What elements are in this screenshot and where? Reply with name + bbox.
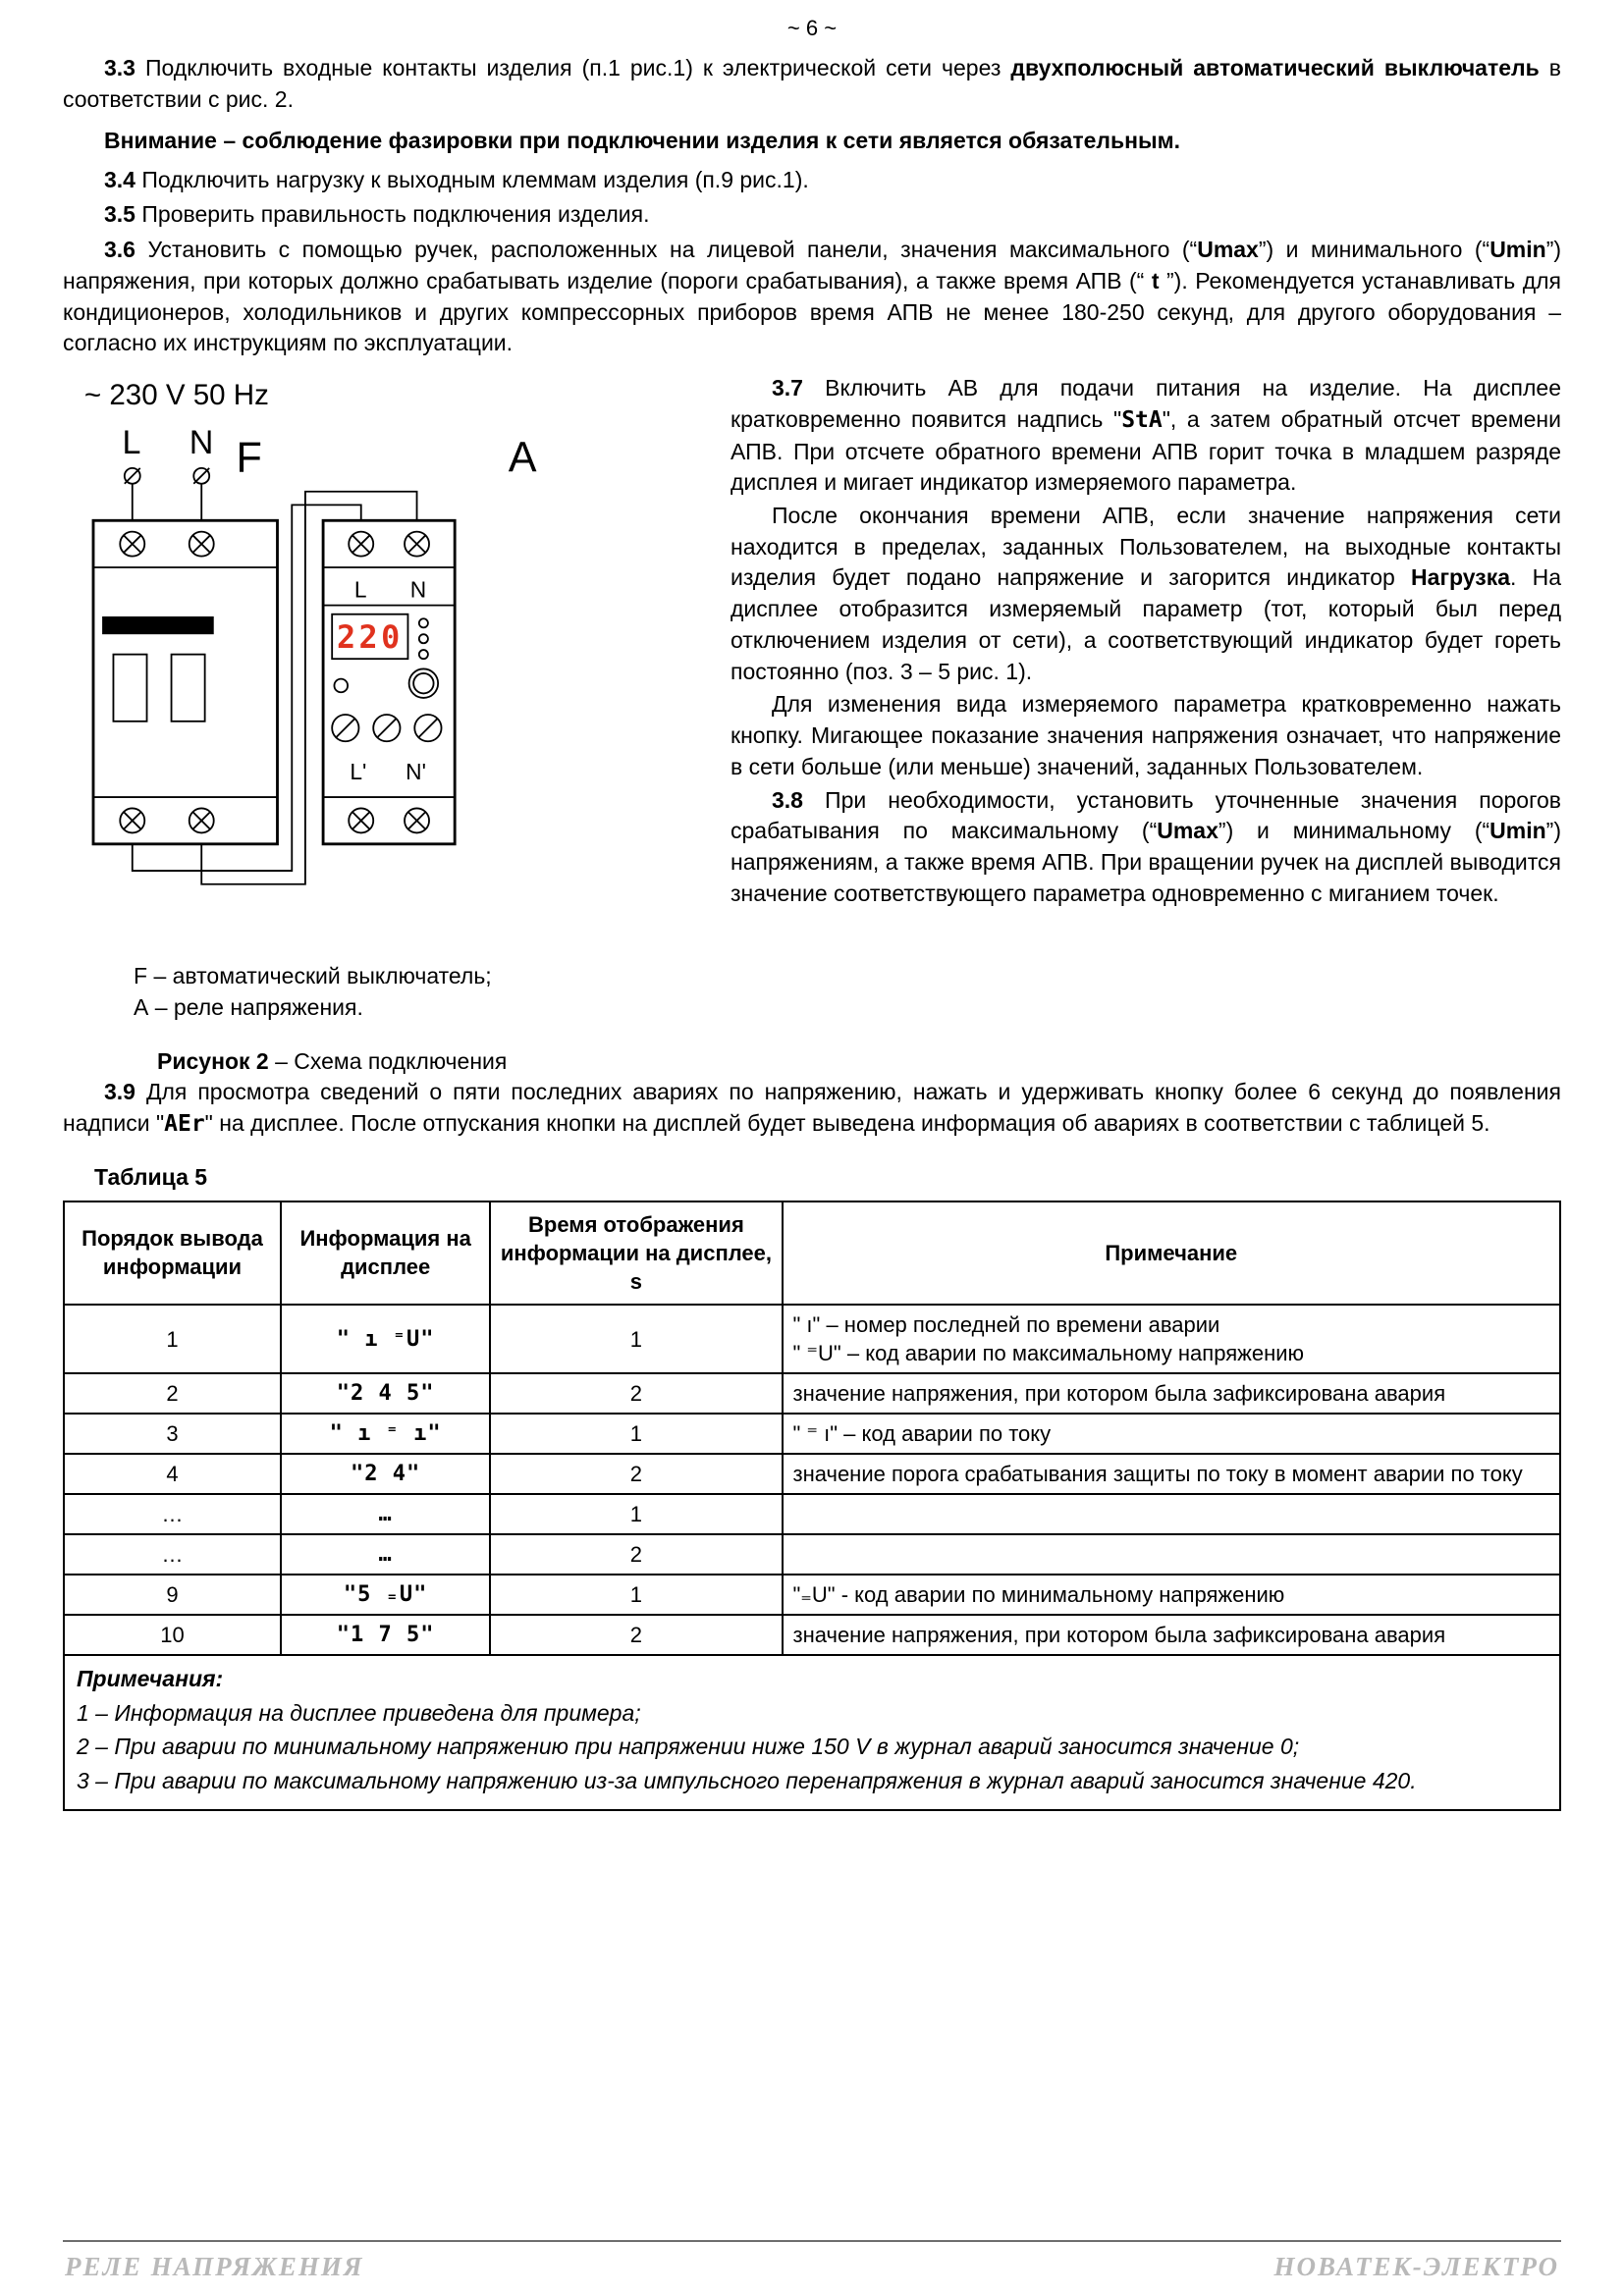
relay-a-label: A bbox=[508, 434, 537, 482]
umax-label: Umax bbox=[1197, 237, 1259, 263]
time-cell: 2 bbox=[490, 1615, 782, 1655]
screw-terminal-icon bbox=[189, 809, 214, 833]
relay-drawing bbox=[323, 520, 455, 844]
paragraph-3-7-cont bbox=[731, 501, 1561, 687]
text-run: " на дисплее. После отпускания кнопки на дисплей будет выведена информация об авариях в соответствии с таблицей 5. bbox=[204, 1110, 1490, 1137]
indicator-led-icon bbox=[419, 634, 428, 643]
section-number: 3.6 bbox=[104, 237, 148, 263]
order-cell: 9 bbox=[64, 1575, 281, 1615]
screw-terminal-icon bbox=[120, 532, 144, 557]
order-cell: 10 bbox=[64, 1615, 281, 1655]
text-run: Проверить правильность подключения изделия. bbox=[141, 201, 650, 228]
display-cell: … bbox=[281, 1534, 490, 1575]
table-row bbox=[64, 1575, 1560, 1615]
time-cell: 2 bbox=[490, 1373, 782, 1414]
text-run: ”) напряжения, при которых должно срабатывать изделие (пороги срабатывания), а также время АПВ (“ bbox=[63, 237, 1562, 294]
indicator-led-icon bbox=[419, 650, 428, 659]
table-row bbox=[64, 1615, 1560, 1655]
neutral-n-label: N bbox=[189, 424, 214, 462]
breaker-f-label: F bbox=[236, 434, 262, 482]
section-number: 3.7 bbox=[772, 375, 826, 401]
alarm-log-table bbox=[63, 1201, 1561, 1656]
text-run: Включить АВ для подачи питания на изделие. На дисплее кратковременно появится надпись " bbox=[731, 375, 1561, 432]
section-number: 3.5 bbox=[104, 201, 142, 228]
table-caption: Таблица 5 bbox=[94, 1163, 208, 1190]
text-run: . На дисплее отобразится измеряемый параметр (тот, который был перед отключением изделия от сети), а соответствующий индикатор будет гореть постоянно (поз. 3 – 5 рис. 1). bbox=[731, 564, 1561, 684]
paragraph-3-5 bbox=[63, 199, 1561, 231]
table-notes bbox=[63, 1654, 1561, 1811]
note-cell bbox=[783, 1494, 1561, 1534]
figure-and-text-section bbox=[63, 371, 1561, 1075]
notes-title: Примечания: bbox=[77, 1666, 224, 1692]
screw-terminal-icon bbox=[349, 532, 373, 557]
note-item: 2 – При аварии по минимальному напряжению при напряжении ниже 150 V в журнал аварий заносится значение 0; bbox=[77, 1734, 1300, 1760]
display-cell: " ı ⁼U" bbox=[281, 1305, 490, 1373]
note-line: значение напряжения, при котором была зафиксирована авария bbox=[792, 1623, 1446, 1648]
breaker-window bbox=[172, 655, 205, 721]
text-run: Подключить нагрузку к выходным клеммам изделия (п.9 рис.1). bbox=[141, 166, 809, 192]
note-cell bbox=[783, 1373, 1561, 1414]
time-cell: 1 bbox=[490, 1414, 782, 1454]
screw-terminal-icon bbox=[189, 532, 214, 557]
relay-input-l-label: L bbox=[353, 576, 367, 603]
footer-company-name: НОВАТЕК-ЭЛЕКТРО bbox=[1273, 2252, 1559, 2281]
order-cell: 4 bbox=[64, 1454, 281, 1494]
page-footer bbox=[63, 2240, 1561, 2282]
note-item: 1 – Информация на дисплее приведена для примера; bbox=[77, 1699, 641, 1726]
phase-l-label: L bbox=[122, 424, 141, 462]
apv-time-label: t bbox=[1151, 267, 1160, 294]
figure-column bbox=[63, 371, 711, 1075]
table-row bbox=[64, 1454, 1560, 1494]
col-header-order: Порядок вывода информации bbox=[64, 1201, 281, 1305]
note-cell bbox=[783, 1454, 1561, 1494]
adjust-knob-icon bbox=[414, 715, 441, 741]
table-row bbox=[64, 1305, 1560, 1373]
text-run: После окончания времени АПВ, если значение напряжения сети находится в пределах, заданных Пользователем, на выходные контакты изделия будет подано напряжение и загорится индикатор bbox=[731, 503, 1561, 591]
umin-label: Umin bbox=[1489, 237, 1546, 263]
col-header-display: Информация на дисплее bbox=[281, 1201, 490, 1305]
adjust-knob-icon bbox=[332, 715, 358, 741]
note-cell bbox=[783, 1305, 1561, 1373]
supply-labels bbox=[84, 379, 537, 484]
breaker-drawing bbox=[93, 520, 278, 844]
breaker-window bbox=[113, 655, 146, 721]
paragraph-3-7-cont2: Для изменения вида измеряемого параметра кратковременно нажать кнопку. Мигающее показание значения напряжения означает, что напряжение в сети больше (или меньше) значений, заданных Пользователем. bbox=[731, 691, 1561, 779]
relay-input-n-label: N bbox=[409, 576, 427, 603]
text-run: Для просмотра сведений о пяти последних авариях по напряжению, нажать и удерживать кнопку более 6 секунд до появления надписи " bbox=[63, 1079, 1561, 1137]
section-number: 3.9 bbox=[104, 1079, 146, 1105]
indicator-led-icon bbox=[419, 618, 428, 627]
paragraph-3-7 bbox=[731, 373, 1561, 499]
text-run: Установить с помощью ручек, расположенных на лицевой панели, значения максимального (“ bbox=[147, 237, 1198, 263]
terminal-symbol-icon bbox=[193, 468, 209, 484]
screw-terminal-icon bbox=[405, 532, 429, 557]
paragraph-3-9 bbox=[63, 1077, 1561, 1140]
display-cell: "2 4" bbox=[281, 1454, 490, 1494]
order-cell: … bbox=[64, 1494, 281, 1534]
note-line: " ⁼U" – код аварии по максимальному напряжению bbox=[792, 1341, 1305, 1366]
order-cell: … bbox=[64, 1534, 281, 1575]
display-cell: " ı ⁼ ı" bbox=[281, 1414, 490, 1454]
order-cell: 1 bbox=[64, 1305, 281, 1373]
table-row bbox=[64, 1534, 1560, 1575]
figure-caption-number: Рисунок 2 bbox=[157, 1048, 269, 1075]
supply-voltage-label: ~ 230 V 50 Hz bbox=[83, 379, 269, 412]
text-run: ”). Рекомендуется устанавливать для кондиционеров, холодильников и других компрессорных приборов время АПВ не менее 180-250 секунд, для другого оборудования – согласно их инструкциям по эксплуатации. bbox=[63, 267, 1561, 356]
paragraph-3-3 bbox=[63, 53, 1561, 115]
terminal-symbol-icon bbox=[125, 468, 140, 484]
table-row bbox=[64, 1373, 1560, 1414]
text-run: При необходимости, установить уточненные значения порогов срабатывания по максимальному (“ bbox=[731, 786, 1561, 844]
connection-diagram bbox=[69, 371, 560, 960]
display-text-sta: StA bbox=[1121, 406, 1163, 433]
page-number: ~ 6 ~ bbox=[786, 16, 838, 40]
text-run: ", а затем обратный отсчет времени АПВ. При отсчете обратного времени АПВ горит точка в младшем разряде дисплея и мигает индикатор измеряемого параметра. bbox=[731, 405, 1561, 496]
figure-legend-f: F – автоматический выключатель; bbox=[134, 963, 492, 989]
note-line: " ı" – номер последней по времени аварии bbox=[792, 1312, 1220, 1337]
text-run: ”) и минимального (“ bbox=[1258, 237, 1490, 263]
text-run: Подключить входные контакты изделия (п.1 рис.1) к электрической сети через bbox=[144, 55, 1011, 80]
figure-caption bbox=[157, 1048, 711, 1075]
col-header-time: Время отображения информации на дисплее, s bbox=[490, 1201, 782, 1305]
screw-terminal-icon bbox=[120, 809, 144, 833]
table-header-row bbox=[64, 1201, 1560, 1305]
load-indicator-label: Нагрузка bbox=[1411, 564, 1510, 591]
section-number: 3.3 bbox=[104, 55, 145, 80]
text-column bbox=[731, 371, 1561, 1075]
screw-terminal-icon bbox=[405, 809, 429, 833]
note-line: "₌U" - код аварии по минимальному напряжению bbox=[792, 1582, 1285, 1608]
note-item: 3 – При аварии по максимальному напряжению из-за импульсного перенапряжения в журнал аварий заносится значение 420. bbox=[77, 1767, 1417, 1793]
mode-button-icon bbox=[334, 679, 348, 693]
paragraph-3-4 bbox=[63, 165, 1561, 196]
note-line: значение порога срабатывания защиты по току в момент аварии по току bbox=[792, 1462, 1523, 1487]
display-cell: "1 7 5" bbox=[281, 1615, 490, 1655]
figure-legend-a: А – реле напряжения. bbox=[134, 994, 363, 1021]
display-text-aer: AEr bbox=[164, 1111, 205, 1138]
display-cell: "2 4 5" bbox=[281, 1373, 490, 1414]
umax-label: Umax bbox=[1157, 818, 1218, 844]
time-cell: 1 bbox=[490, 1494, 782, 1534]
time-cell: 1 bbox=[490, 1575, 782, 1615]
col-header-note: Примечание bbox=[783, 1201, 1561, 1305]
relay-output-l-label: L' bbox=[350, 758, 367, 784]
text-run: ”) напряжениям, а также время АПВ. При вращении ручек на дисплей выводится значение соответствующего параметра одновременно с миганием точек. bbox=[731, 818, 1561, 906]
relay-output-n-label: N' bbox=[406, 758, 426, 784]
paragraph-3-8 bbox=[731, 785, 1561, 910]
attention-note: Внимание – соблюдение фазировки при подключении изделия к сети является обязательным. bbox=[104, 128, 1181, 154]
display-cell: … bbox=[281, 1494, 490, 1534]
adjust-knob-icon bbox=[373, 715, 400, 741]
figure-caption-text: – Схема подключения bbox=[268, 1048, 508, 1075]
display-value: 220 bbox=[336, 617, 404, 656]
table-row bbox=[64, 1494, 1560, 1534]
text-run-bold: двухполюсный автоматический выключатель bbox=[1010, 55, 1540, 80]
note-cell bbox=[783, 1534, 1561, 1575]
paragraph-3-6 bbox=[63, 235, 1561, 359]
note-cell bbox=[783, 1414, 1561, 1454]
note-cell bbox=[783, 1615, 1561, 1655]
section-number: 3.8 bbox=[772, 786, 826, 813]
breaker-handle bbox=[102, 616, 214, 634]
time-cell: 2 bbox=[490, 1534, 782, 1575]
note-cell bbox=[783, 1575, 1561, 1615]
table-row bbox=[64, 1414, 1560, 1454]
time-cell: 1 bbox=[490, 1305, 782, 1373]
screw-terminal-icon bbox=[349, 809, 373, 833]
text-run: в соответствии с рис. 2. bbox=[63, 55, 1562, 112]
umin-label: Umin bbox=[1489, 818, 1546, 844]
display-cell: "5 ₌U" bbox=[281, 1575, 490, 1615]
section-number: 3.4 bbox=[104, 166, 142, 192]
order-cell: 3 bbox=[64, 1414, 281, 1454]
note-line: " ⁼ ı" – код аварии по току bbox=[792, 1421, 1052, 1447]
text-run: ”) и минимальному (“ bbox=[1218, 818, 1490, 844]
order-cell: 2 bbox=[64, 1373, 281, 1414]
footer-product-name: РЕЛЕ НАПРЯЖЕНИЯ bbox=[65, 2252, 364, 2281]
time-cell: 2 bbox=[490, 1454, 782, 1494]
knob-large-inner bbox=[413, 673, 433, 693]
note-line: значение напряжения, при котором была зафиксирована авария bbox=[792, 1381, 1446, 1407]
